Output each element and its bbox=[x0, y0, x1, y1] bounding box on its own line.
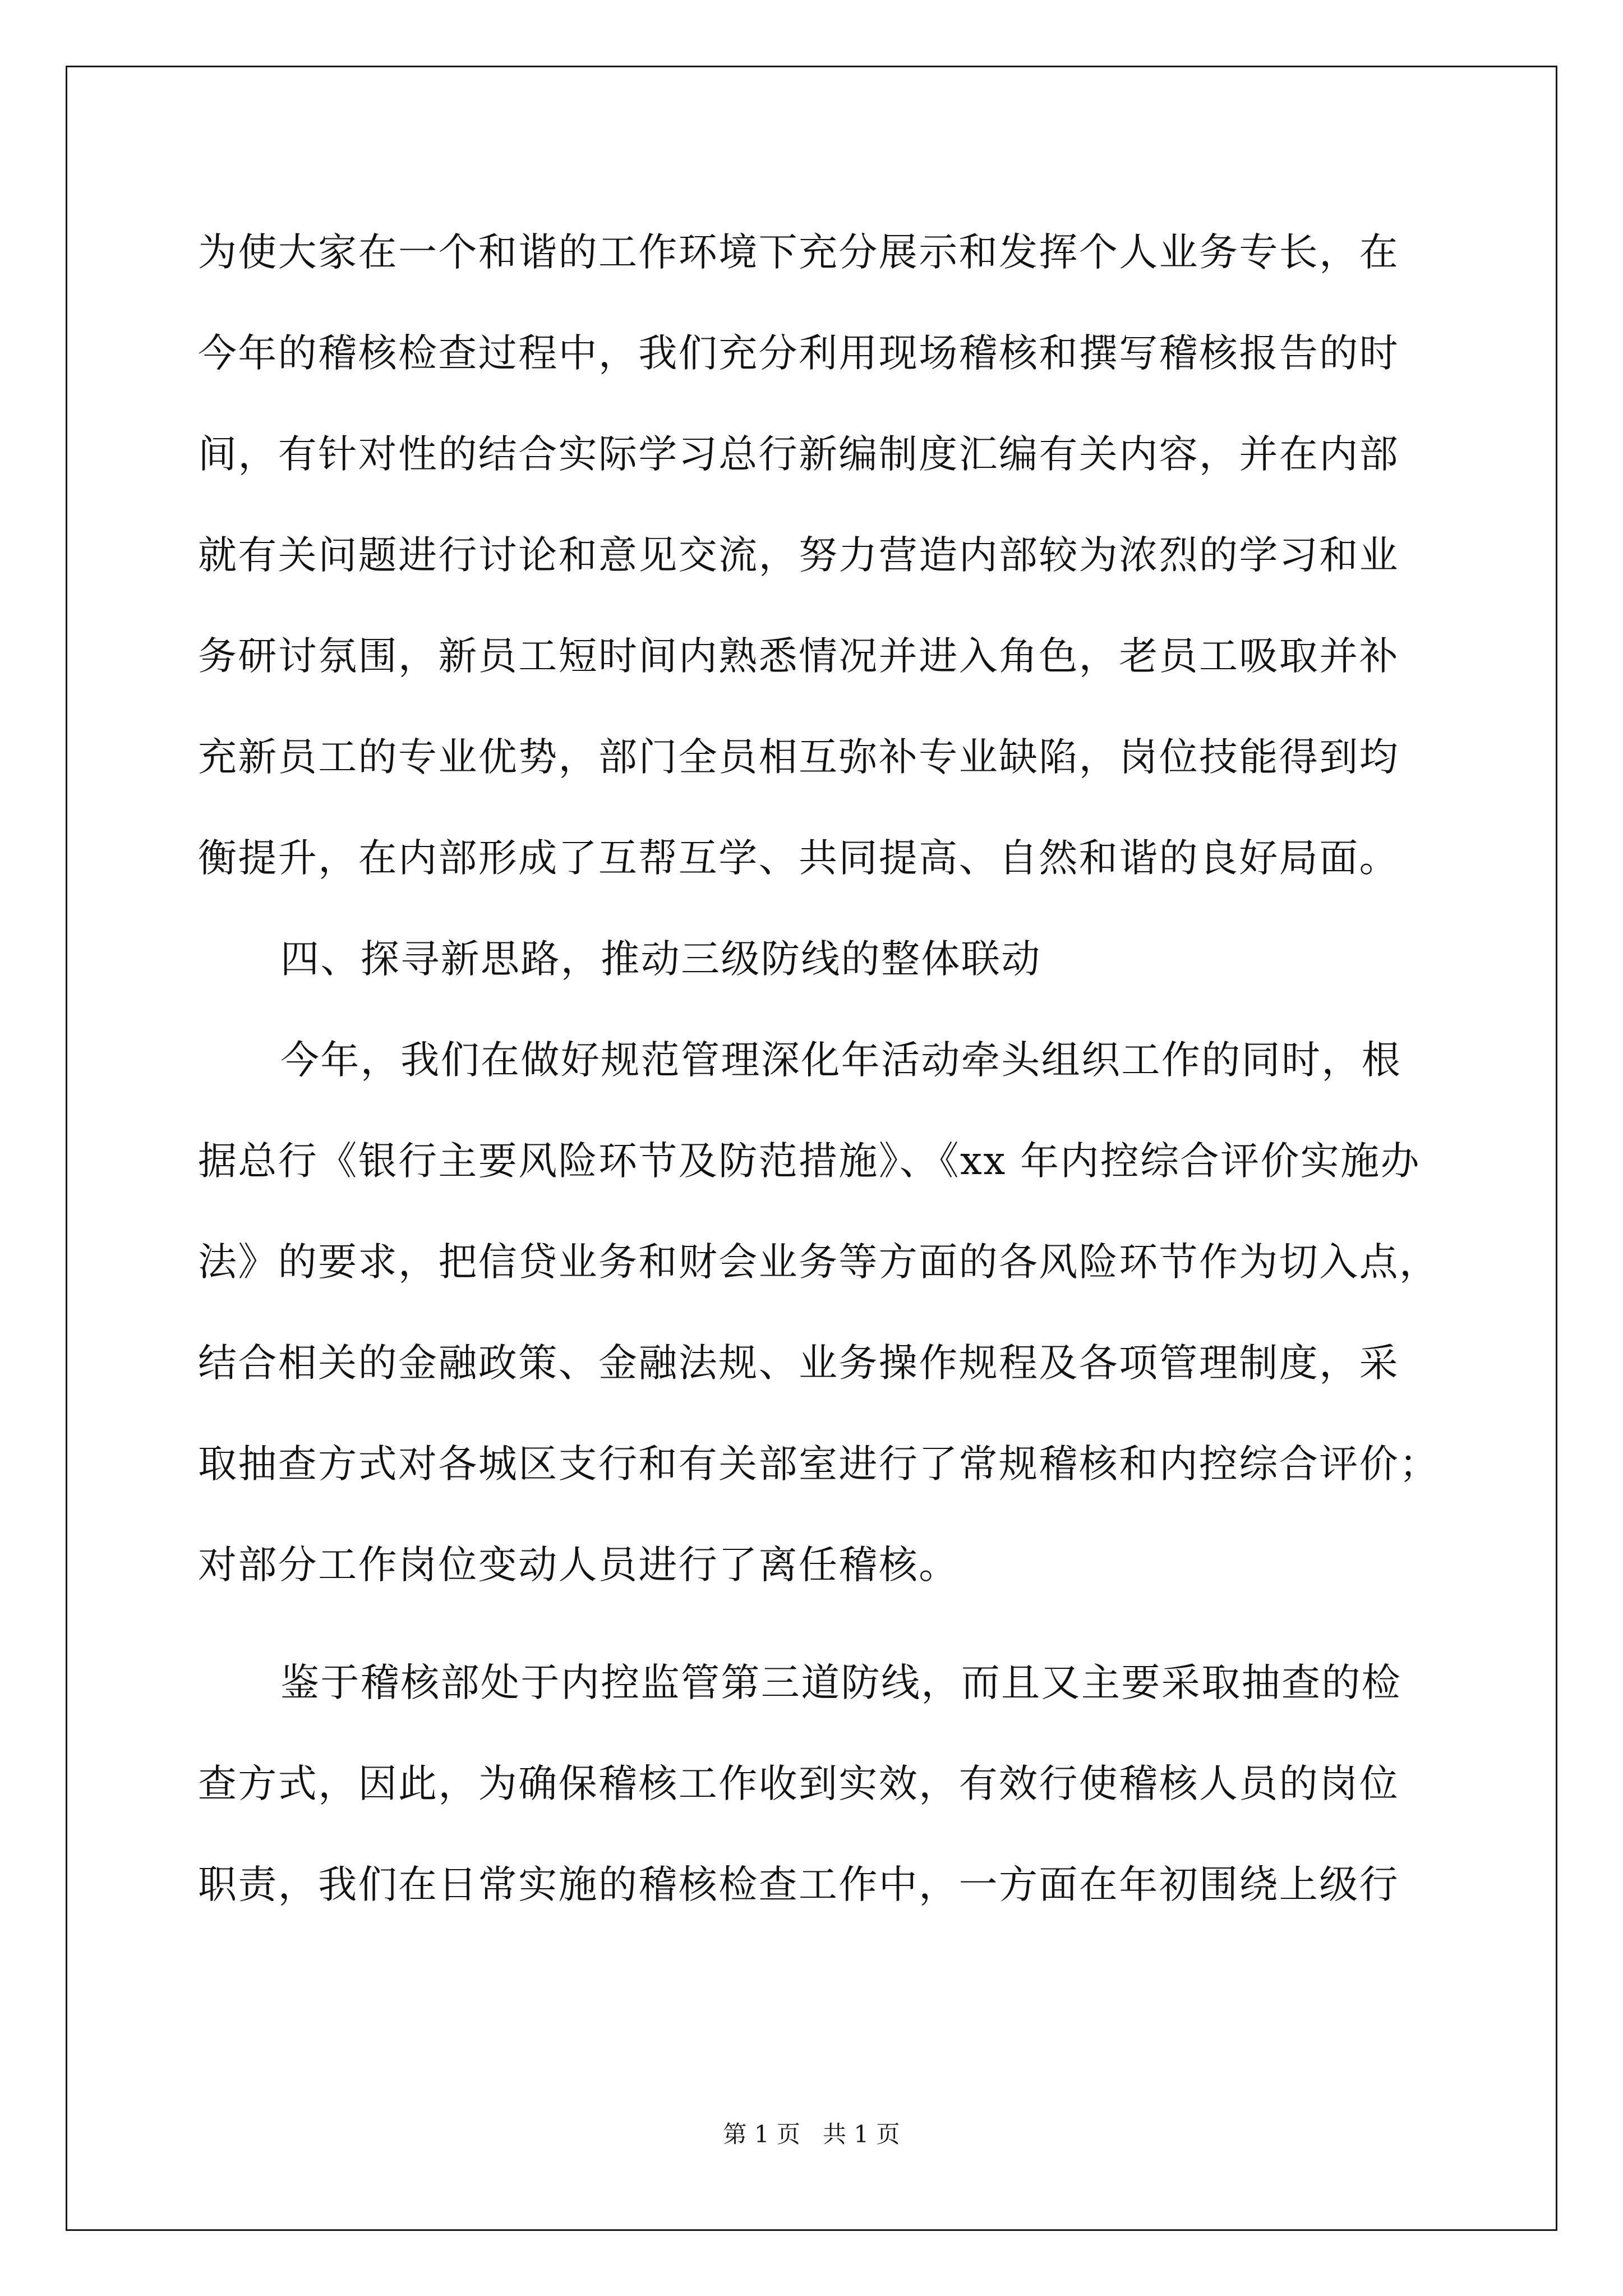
text-line: 衡提升，在内部形成了互帮互学、共同提高、自然和谐的良好局面。 bbox=[198, 836, 1399, 881]
text-line: 间，有针对性的结合实际学习总行新编制度汇编有关内容，并在内部 bbox=[198, 432, 1399, 477]
text-line: 职责，我们在日常实施的稽核检查工作中，一方面在年初围绕上级行 bbox=[198, 1862, 1399, 1907]
text-line: 充新员工的专业优势，部门全员相互弥补专业缺陷，岗位技能得到均 bbox=[198, 735, 1399, 780]
text-line: 今年的稽核检查过程中，我们充分利用现场稽核和撰写稽核报告的时 bbox=[198, 331, 1399, 376]
page-footer: 第 1 页 共 1 页 bbox=[723, 2120, 900, 2148]
text-line: 今年，我们在做好规范管理深化年活动牵头组织工作的同时，根 bbox=[280, 1038, 1402, 1083]
text-line: 取抽查方式对各城区支行和有关部室进行了常规稽核和内控综合评价； bbox=[198, 1442, 1440, 1487]
text-line: 据总行《银行主要风险环节及防范措施》、《xx 年内控综合评价实施办 bbox=[198, 1139, 1421, 1184]
text-line: 查方式，因此，为确保稽核工作收到实效，有效行使稽核人员的岗位 bbox=[198, 1761, 1399, 1806]
text-line: 法》的要求，把信贷业务和财会业务等方面的各风险环节作为切入点， bbox=[198, 1240, 1440, 1285]
text-line: 为使大家在一个和谐的工作环境下充分展示和发挥个人业务专长，在 bbox=[198, 230, 1399, 275]
section-heading: 四、探寻新思路，推动三级防线的整体联动 bbox=[280, 937, 1041, 982]
text-line: 结合相关的金融政策、金融法规、业务操作规程及各项管理制度，采 bbox=[198, 1341, 1399, 1386]
text-line: 务研讨氛围，新员工短时间内熟悉情况并进入角色，老员工吸取并补 bbox=[198, 634, 1399, 679]
text-line: 鉴于稽核部处于内控监管第三道防线，而且又主要采取抽查的检 bbox=[280, 1660, 1402, 1705]
text-line: 对部分工作岗位变动人员进行了离任稽核。 bbox=[198, 1543, 959, 1588]
text-line: 就有关问题进行讨论和意见交流，努力营造内部较为浓烈的学习和业 bbox=[198, 533, 1399, 578]
